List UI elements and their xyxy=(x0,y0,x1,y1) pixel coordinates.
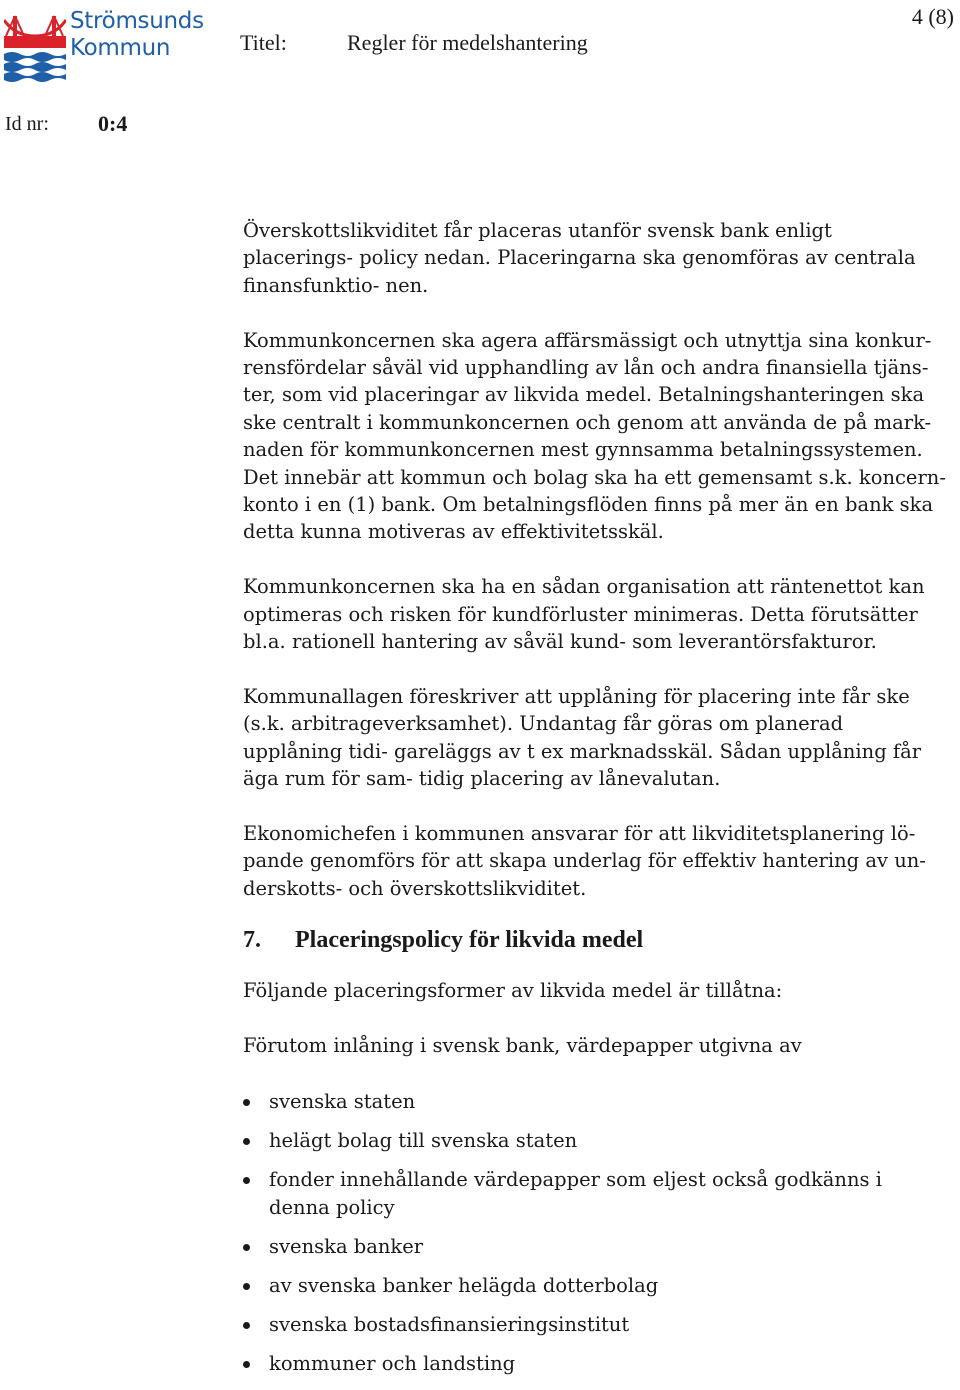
title-label: Titel: xyxy=(240,30,287,55)
list-item xyxy=(243,1272,948,1299)
intro-paragraph-2: Förutom inlåning i svensk bank, värdepapper utgivna av xyxy=(243,1034,802,1058)
id-value: 0:4 xyxy=(98,111,128,136)
list-item-text: helägt bolag till svenska staten xyxy=(269,1128,578,1152)
paragraph-2: Kommunkoncernen ska agera affärsmässigt och utnyttja sina konkur- rensfördelar såväl vid upphandling av lån och andra finansiella tjäns- ter, som vid placeringar av likvida medel. Betalningshanteringen ska ske centralt i kommunkoncernen och genom att använda de på mark- naden för kommunkoncernen mest gynnsamma betalningssystemen. Det innebär att kommun och bolag ska ha ett gemensamt s.k. koncern- konto i en (1) bank. Om betalningsflöden finns på mer än en bank ska detta kunna motiveras av effektivitetsskäl. xyxy=(243,328,946,544)
list-item-text: fonder innehållande värdepapper som eljest också godkänns i denna policy xyxy=(269,1168,882,1219)
municipality-logo xyxy=(4,6,204,86)
list-item-text: kommuner och landsting xyxy=(269,1352,516,1376)
bullet-icon xyxy=(243,1138,250,1145)
bullet-icon xyxy=(243,1361,250,1368)
id-label: Id nr: xyxy=(5,113,49,135)
intro-paragraph-1: Följande placeringsformer av likvida medel är tillåtna: xyxy=(243,979,783,1003)
list-item-text: svenska staten xyxy=(269,1089,416,1113)
document-title: Regler för medelshantering xyxy=(347,30,588,55)
paragraph-1: Överskottslikviditet får placeras utanför svensk bank enligt placerings- policy nedan. Placeringarna ska genomföras av centrala finansfunktio- nen. xyxy=(243,219,916,297)
list-item xyxy=(243,1127,948,1154)
list-item xyxy=(243,1350,948,1377)
bullet-icon xyxy=(243,1322,250,1329)
bullet-icon xyxy=(243,1177,250,1184)
page-number: 4 (8) xyxy=(911,4,954,29)
bullet-list xyxy=(243,1088,948,1378)
paragraph-3: Kommunkoncernen ska ha en sådan organisation att räntenettot kan optimeras och risken för kundförluster minimeras. Detta förutsätter bl.a. rationell hantering av såväl kund- som leverantörsfakturor. xyxy=(243,575,925,654)
section-title: Placeringspolicy för likvida medel xyxy=(295,927,644,954)
logo-line-2: Kommun xyxy=(70,35,171,61)
list-item xyxy=(243,1311,948,1338)
list-item xyxy=(243,1233,948,1260)
bullet-icon xyxy=(243,1283,250,1290)
bullet-icon xyxy=(243,1099,250,1106)
logo-wordmark xyxy=(70,8,204,62)
section-heading xyxy=(243,925,948,955)
document-body xyxy=(243,217,948,1390)
bullet-icon xyxy=(243,1244,250,1251)
list-item-text: svenska banker xyxy=(269,1234,424,1258)
bridge-waves-logo-icon xyxy=(4,6,66,86)
section-number: 7. xyxy=(243,927,261,954)
list-item xyxy=(243,1166,948,1221)
paragraph-4: Kommunallagen föreskriver att upplåning för placering inte får ske (s.k. arbitrageverksamhet). Undantag får göras om planerad upplåning tidi- gareläggs av t ex marknadsskäl. Sådan upplåning får äga rum för sam- tidig placering av lånevalutan. xyxy=(243,684,922,791)
logo-line-1: Strömsunds xyxy=(70,8,204,34)
paragraph-5: Ekonomichefen i kommunen ansvarar för att likviditetsplanering lö- pande genomförs för att skapa underlag för effektiv hantering av un- derskotts- och överskottslikviditet. xyxy=(243,821,926,900)
list-item-text: av svenska banker helägda dotterbolag xyxy=(269,1273,659,1297)
list-item xyxy=(243,1088,948,1115)
list-item-text: svenska bostadsfinansieringsinstitut xyxy=(269,1313,630,1337)
